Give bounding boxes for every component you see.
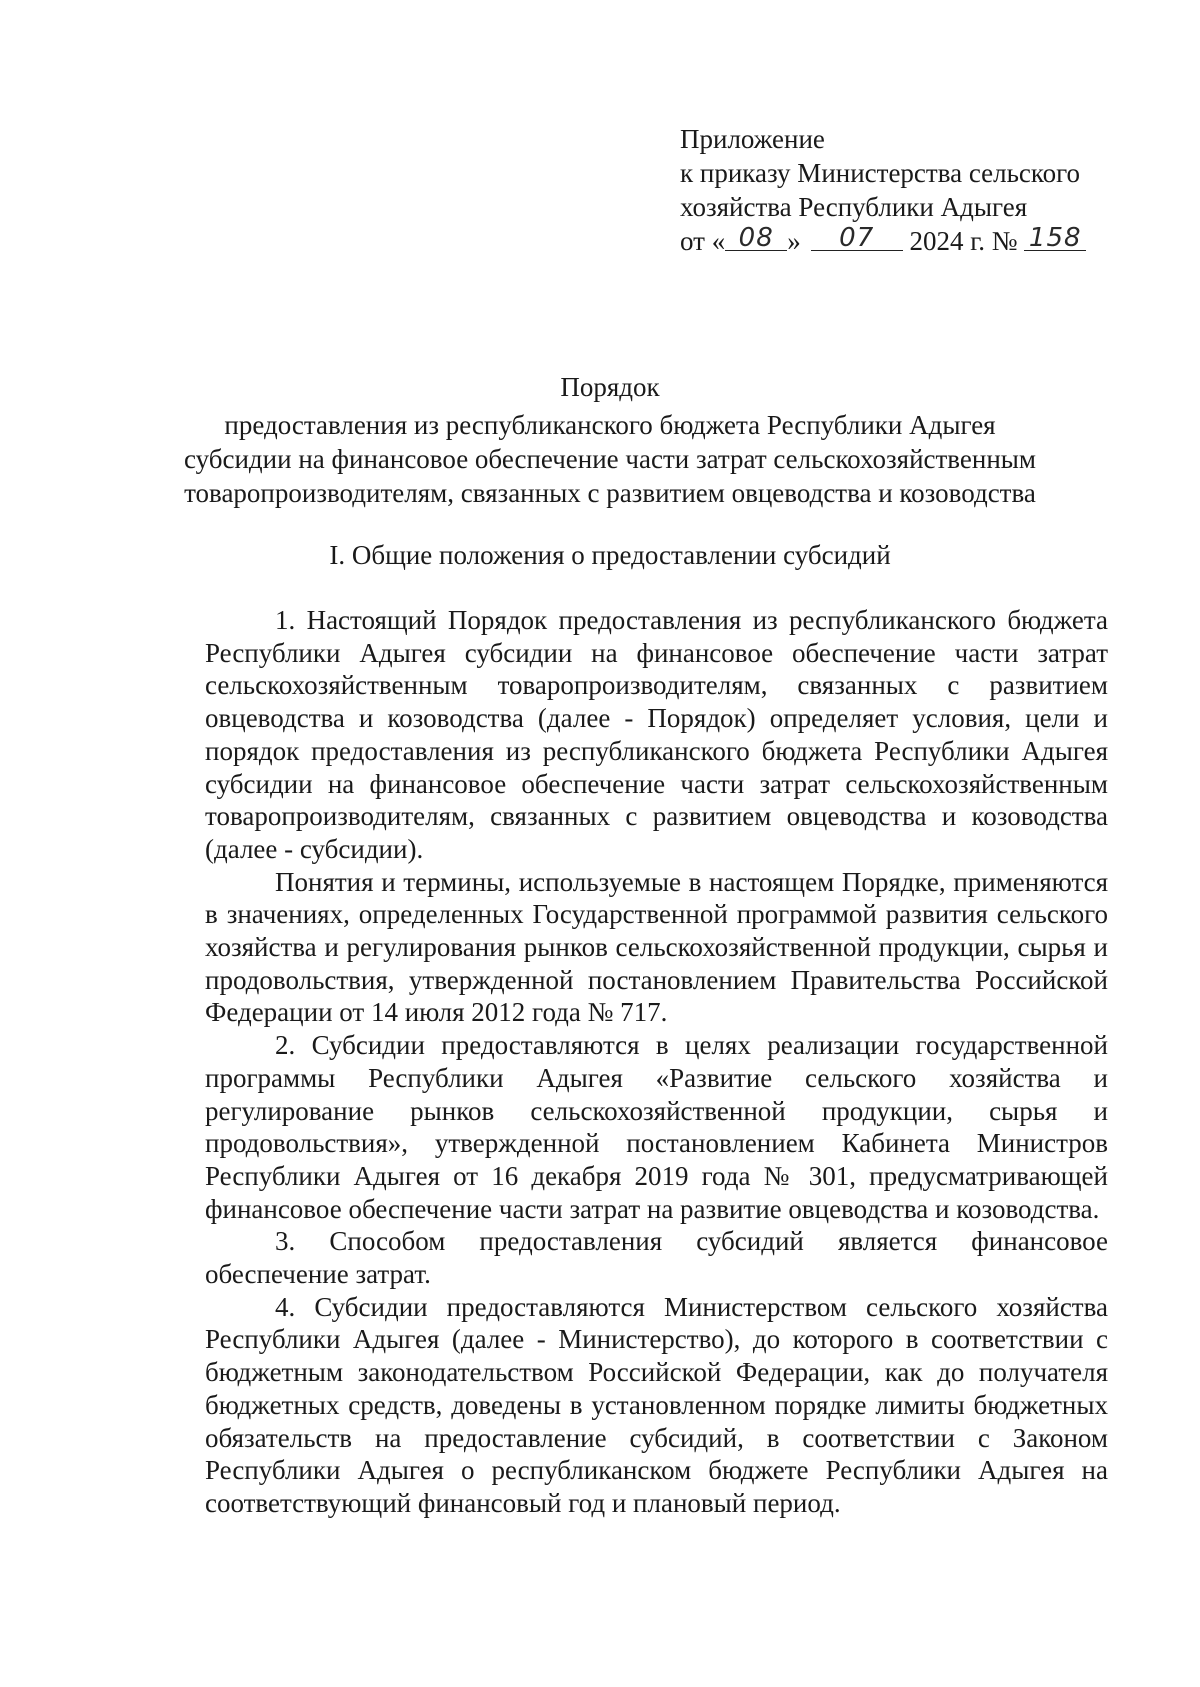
- date-day-field: [725, 224, 787, 251]
- title-main: Порядок: [560, 372, 660, 402]
- paragraph-1: 1. Настоящий Порядок предоставления из республиканского бюджета Республики Адыгея субсидии на финансовое обеспечение части затрат сельскохозяйственным товаропроизводителям, связанных с развитием овцеводства и козоводства (далее - Порядок) определяет условия, цели и порядок предоставления из республиканского бюджета Республики Адыгея субсидии на финансовое обеспечение части затрат сельскохозяйственным товаропроизводителям, связанных с развитием овцеводства и козоводства (далее - субсидии).: [205, 605, 1108, 864]
- date-day-handwritten: 08: [738, 223, 774, 253]
- paragraph-3: 3. Способом предоставления субсидий является финансовое обеспечение затрат.: [205, 1226, 1108, 1290]
- document-title: [160, 370, 1060, 510]
- appendix-ministry: хозяйства Республики Адыгея: [680, 192, 1028, 222]
- date-month-field: [811, 224, 903, 251]
- order-number-handwritten: 158: [1028, 223, 1082, 253]
- section-heading: I. Общие положения о предоставлении субсидий: [329, 540, 891, 570]
- title-line-1: предоставления из республиканского бюджета Республики Адыгея: [224, 410, 996, 440]
- appendix-date-line: [680, 224, 1086, 258]
- paragraph-terms: Понятия и термины, используемые в настоящем Порядке, применяются в значениях, определенных Государственной программой развития сельского хозяйства и регулирования рынков сельскохозяйственной продукции, сырья и продовольствия, утвержденной постановлением Правительства Российской Федерации от 14 июля 2012 года № 717.: [205, 866, 1108, 1028]
- date-year: 2024 г. №: [909, 226, 1018, 256]
- paragraph-2: 2. Субсидии предоставляются в целях реализации государственной программы Республики Адыгея «Развитие сельского хозяйства и регулирование рынков сельскохозяйственной продукции, сырья и продовольствия», утвержденной постановлением Кабинета Министров Республики Адыгея от 16 декабря 2019 года № 301, предусматривающей финансовое обеспечение части затрат на развитие овцеводства и козоводства.: [205, 1030, 1108, 1224]
- document-body: [205, 604, 1108, 1520]
- appendix-order-ref: к приказу Министерства сельского: [680, 158, 1081, 188]
- paragraph-4: 4. Субсидии предоставляются Министерством сельского хозяйства Республики Адыгея (далее - Министерство), до которого в соответствии с бюджетным законодательством Российской Федерации, как до получателя бюджетных средств, доведены в установленном порядке лимиты бюджетных обязательств на предоставление субсидий, в соответствии с Законом Республики Адыгея о республиканском бюджете Республики Адыгея на соответствующий финансовый год и плановый период.: [205, 1291, 1108, 1518]
- title-line-3: товаропроизводителям, связанных с развитием овцеводства и козоводства: [184, 478, 1036, 508]
- appendix-label: Приложение: [680, 124, 825, 154]
- date-close: »: [787, 226, 801, 256]
- title-line-2: субсидии на финансовое обеспечение части затрат сельскохозяйственным: [183, 444, 1037, 474]
- order-number-field: [1024, 224, 1086, 251]
- date-month-handwritten: 07: [839, 223, 875, 253]
- appendix-block: [680, 122, 1086, 258]
- date-prefix: от «: [680, 226, 726, 256]
